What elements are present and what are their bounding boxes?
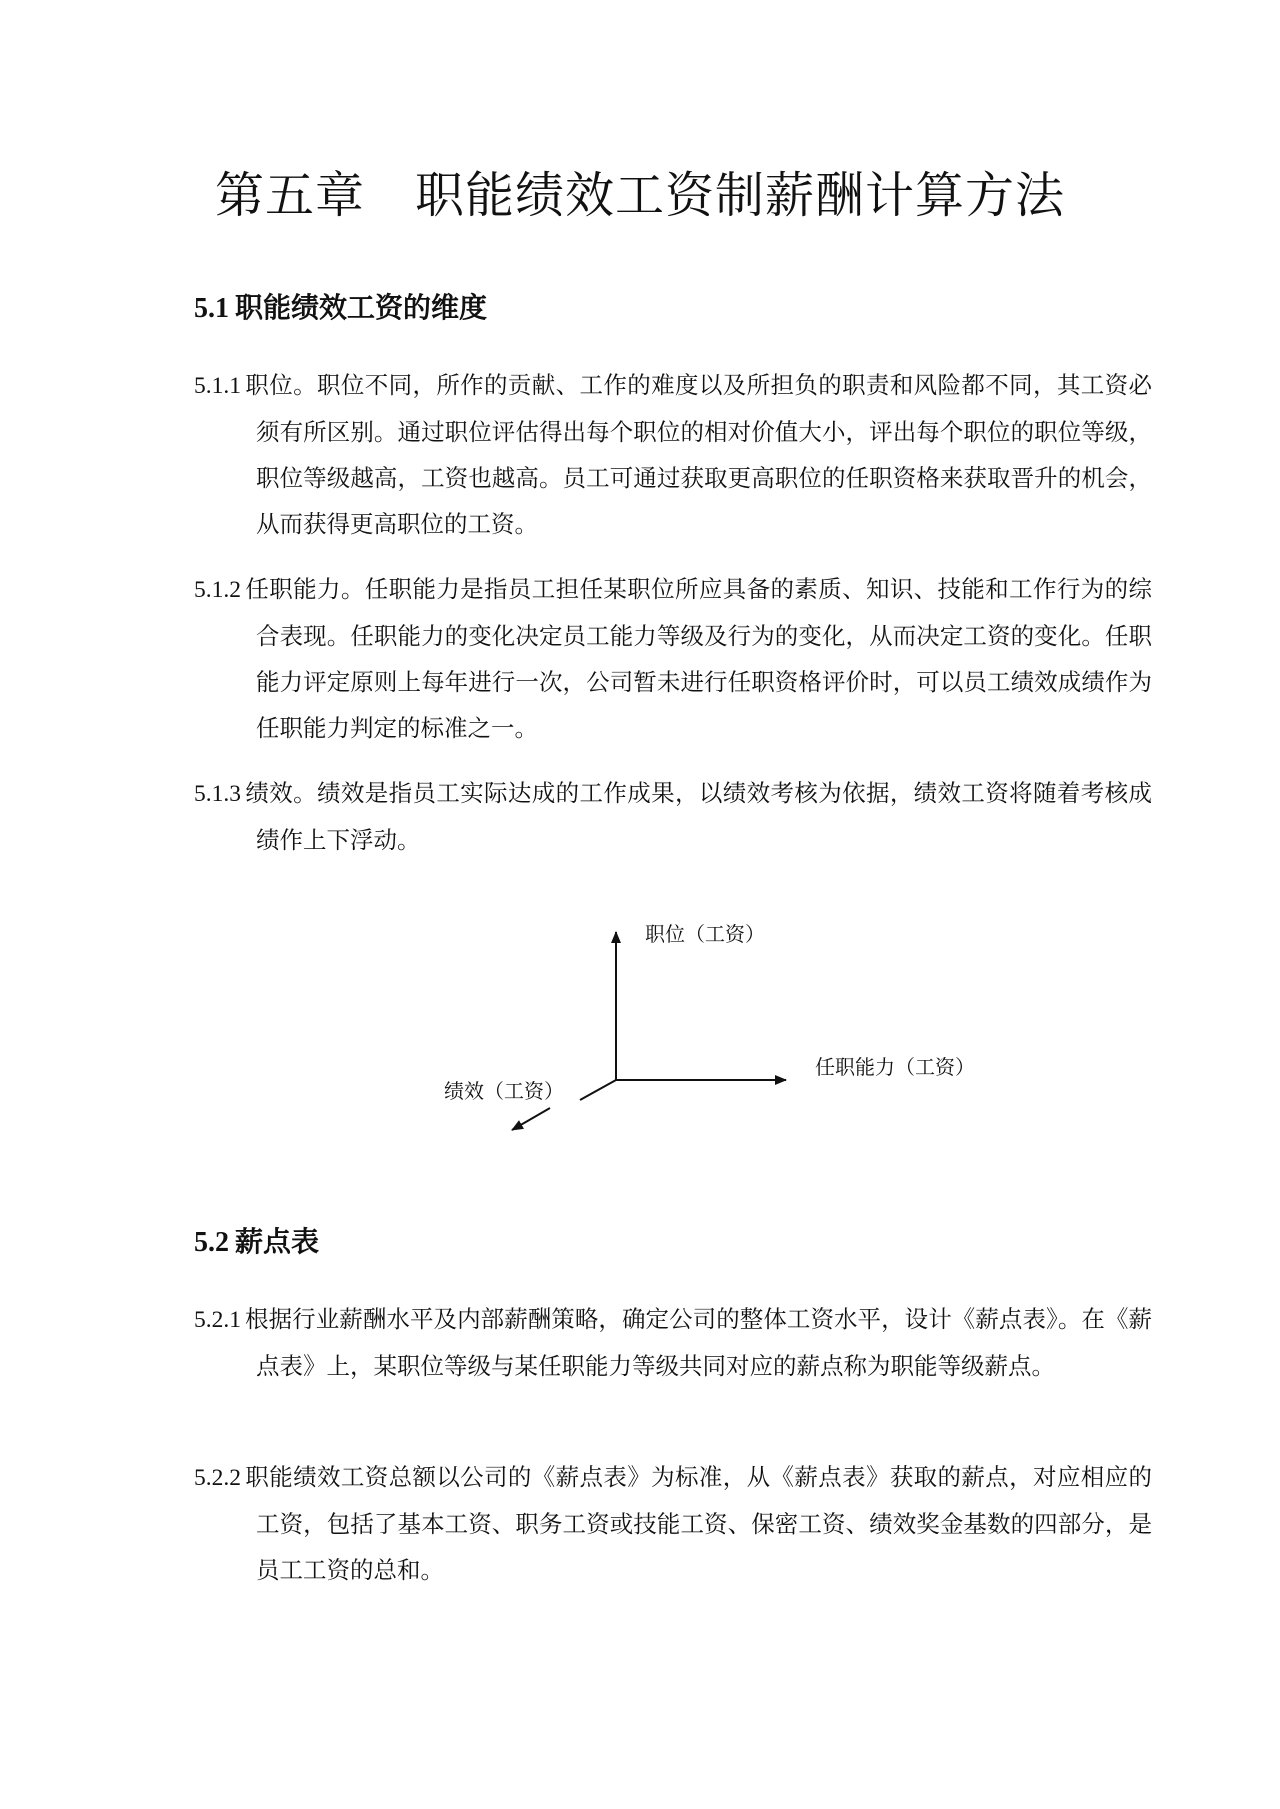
z-axis-arrow: [512, 1108, 550, 1130]
section-title: 职能绩效工资的维度: [235, 291, 488, 324]
paragraph-number: 5.1.2: [194, 577, 241, 603]
section-heading-5-2: [194, 1222, 319, 1263]
diagram-axes: [420, 920, 1020, 1170]
paragraph-5-2-2: [194, 1454, 1152, 1593]
y-axis-label: 职位（工资）: [645, 922, 765, 946]
paragraph-5-1-1: [194, 362, 1152, 547]
section-number: 5.1: [194, 293, 229, 324]
paragraph-5-1-3: [194, 770, 1152, 863]
dimension-diagram: [420, 920, 1020, 1170]
paragraph-number: 5.2.2: [194, 1465, 241, 1491]
paragraph-5-1-2: [194, 566, 1152, 751]
section-heading-5-1: [194, 288, 487, 329]
z-axis-line: [580, 1080, 616, 1100]
paragraph-text: 根据行业薪酬水平及内部薪酬策略，确定公司的整体工资水平，设计《薪点表》。在《薪点表》上，某职位等级与某任职能力等级共同对应的薪点称为职能等级薪点。: [245, 1305, 1152, 1380]
paragraph-text: 绩效。绩效是指员工实际达成的工作成果，以绩效考核为依据，绩效工资将随着考核成绩作上下浮动。: [245, 779, 1152, 854]
paragraph-number: 5.1.3: [194, 781, 241, 807]
chapter-title: 第五章 职能绩效工资制薪酬计算方法: [214, 167, 1065, 224]
paragraph-text: 职能绩效工资总额以公司的《薪点表》为标准，从《薪点表》获取的薪点，对应相应的工资，包括了基本工资、职务工资或技能工资、保密工资、绩效奖金基数的四部分，是员工工资的总和。: [245, 1463, 1152, 1584]
paragraph-number: 5.1.1: [194, 373, 241, 399]
section-title: 薪点表: [235, 1225, 320, 1258]
paragraph-text: 任职能力。任职能力是指员工担任某职位所应具备的素质、知识、技能和工作行为的综合表现。任职能力的变化决定员工能力等级及行为的变化，从而决定工资的变化。任职能力评定原则上每年进行一次，公司暂未进行任职资格评价时，可以员工绩效成绩作为任职能力判定的标准之一。: [245, 575, 1152, 742]
x-axis-label: 任职能力（工资）: [815, 1055, 975, 1079]
section-number: 5.2: [194, 1227, 229, 1258]
paragraph-5-2-1: [194, 1296, 1152, 1389]
z-axis-label: 绩效（工资）: [444, 1079, 564, 1103]
paragraph-text: 职位。职位不同，所作的贡献、工作的难度以及所担负的职责和风险都不同，其工资必须有所区别。通过职位评估得出每个职位的相对价值大小，评出每个职位的职位等级，职位等级越高，工资也越高。员工可通过获取更高职位的任职资格来获取晋升的机会，从而获得更高职位的工资。: [245, 371, 1152, 538]
paragraph-number: 5.2.1: [194, 1307, 241, 1333]
